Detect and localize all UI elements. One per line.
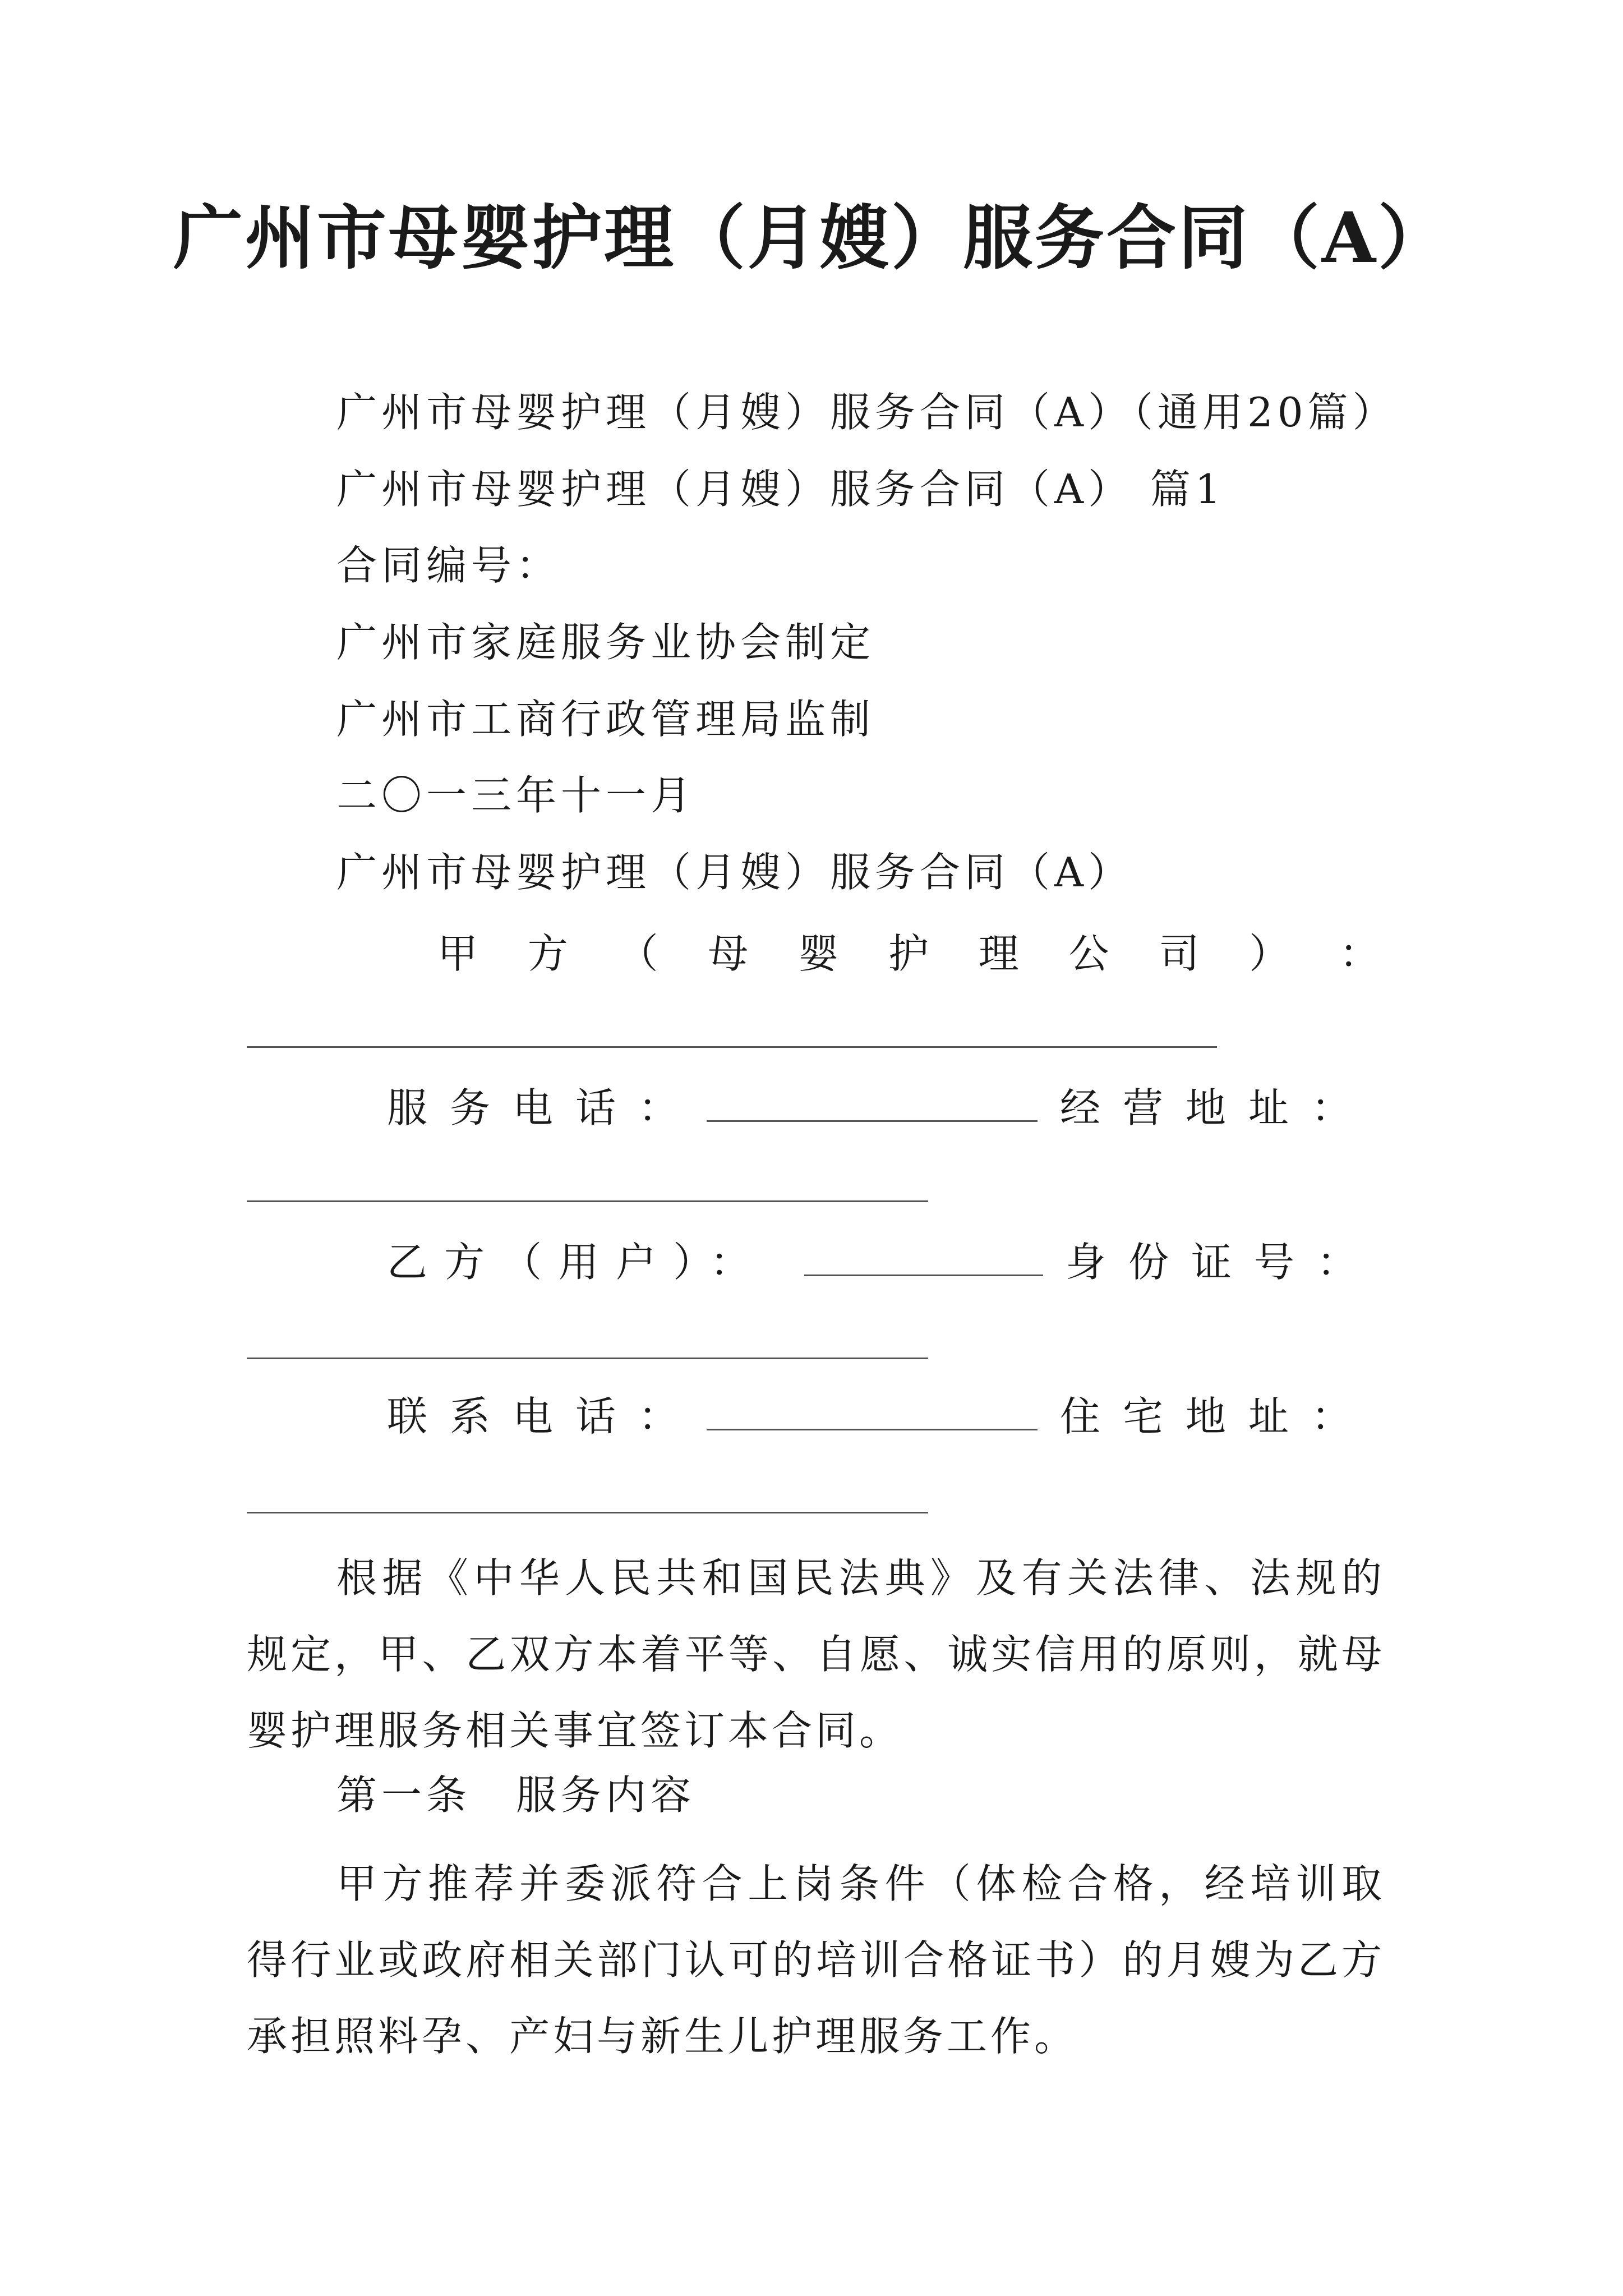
business-address-blank-line[interactable]	[247, 1200, 928, 1202]
party-a-char: 理	[978, 930, 1019, 977]
issuer-line: 广州市家庭服务业协会制定	[336, 619, 875, 666]
party-b-name-field[interactable]	[804, 1235, 1043, 1276]
header-line-1: 广州市母婴护理（月嫂）服务合同（A）（通用20篇）	[336, 389, 1398, 436]
contact-phone-field[interactable]	[707, 1389, 1038, 1430]
service-phone-field[interactable]	[707, 1081, 1038, 1122]
service-phone-label: 服务电话：	[387, 1084, 702, 1131]
date-line: 二〇一三年十一月	[336, 772, 696, 819]
party-a-char: 母	[708, 930, 749, 977]
home-address-blank-line[interactable]	[247, 1512, 928, 1513]
business-address-label: 经营地址：	[1060, 1084, 1375, 1131]
party-b-row	[387, 1234, 1380, 1290]
party-a-blank-line[interactable]	[247, 1046, 1217, 1048]
contact-phone-row	[387, 1388, 1380, 1444]
article-1-body: 甲方推荐并委派符合上岗条件（体检合格，经培训取得行业或政府相关部门认可的培训合格证书）的月嫂为乙方承担照料孕、产妇与新生儿护理服务工作。	[247, 1860, 1385, 2060]
contact-phone-label: 联系电话：	[387, 1393, 702, 1440]
party-a-char: 甲	[437, 930, 478, 977]
supervisor-line: 广州市工商行政管理局监制	[336, 696, 875, 743]
header-line-2: 广州市母婴护理（月嫂）服务合同（A） 篇1	[336, 466, 1225, 513]
party-a-char: 婴	[798, 930, 839, 977]
article-1-heading: 第一条 服务内容	[336, 1772, 696, 1819]
document-title: 广州市母婴护理（月嫂）服务合同（A）	[173, 197, 1450, 279]
party-a-char: ）	[1249, 930, 1290, 977]
contract-number-label: 合同编号：	[336, 542, 561, 589]
service-phone-row	[387, 1080, 1380, 1136]
party-a-char: 司	[1159, 930, 1200, 977]
id-number-blank-line[interactable]	[247, 1358, 928, 1359]
id-number-label: 身份证号：	[1065, 1239, 1380, 1286]
party-a-char: ：	[1339, 930, 1380, 977]
party-a-char: 公	[1068, 930, 1109, 977]
party-a-label	[437, 926, 1380, 982]
party-a-char: （	[617, 930, 658, 977]
party-a-char: 方	[527, 930, 568, 977]
party-b-label: 乙方（用户）：	[387, 1239, 768, 1286]
contract-subtitle: 广州市母婴护理（月嫂）服务合同（A）	[336, 849, 1133, 896]
preamble-paragraph: 根据《中华人民共和国民法典》及有关法律、法规的规定，甲、乙双方本着平等、自愿、诚实信用的原则，就母婴护理服务相关事宜签订本合同。	[247, 1554, 1385, 1754]
home-address-label: 住宅地址：	[1060, 1393, 1375, 1440]
party-a-char: 护	[888, 930, 929, 977]
